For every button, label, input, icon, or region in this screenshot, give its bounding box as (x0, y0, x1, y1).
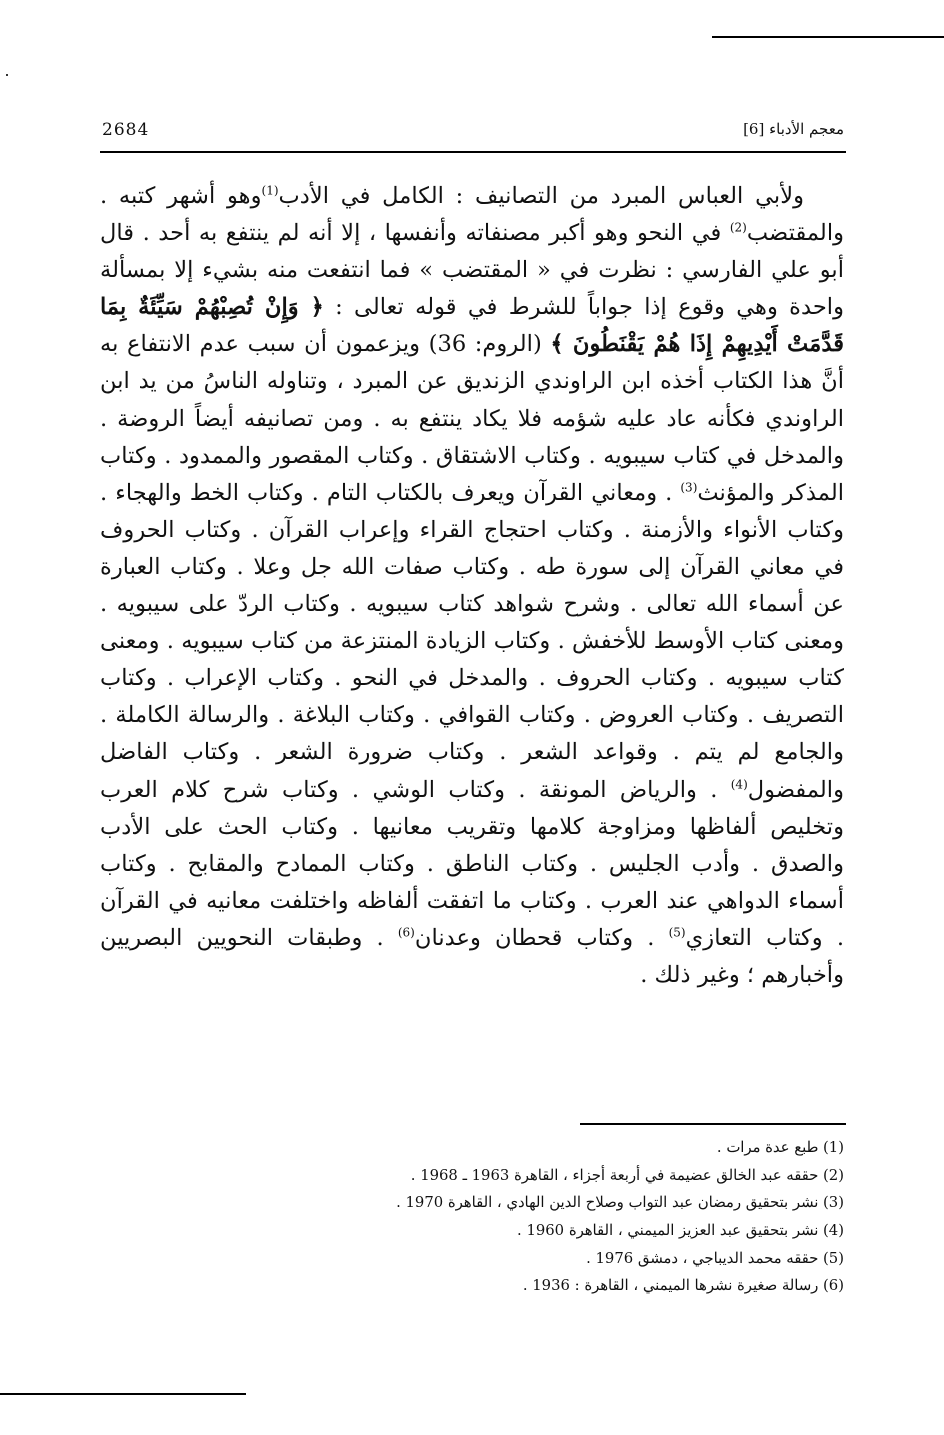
footnote: (3) نشر بتحقيق رمضان عبد التواب وصلاح الدين الهادي ، القاهرة 1970 . (396, 1194, 844, 1212)
footnote-ref-1: (1) (261, 183, 279, 198)
footnote: (2) حققه عبد الخالق عضيمة في أربعة أجزاء ، القاهرة 1963 ـ 1968 . (410, 1166, 844, 1184)
scan-speck (6, 74, 8, 76)
body-paragraph (100, 178, 844, 994)
body-segment: . ومعاني القرآن ويعرف بالكتاب التام . وكتاب الخط والهجاء . وكتاب الأنواء والأزمنة . وكتاب احتجاج القراء وإعراب القرآن . وكتاب الحروف في معاني القرآن إلى سورة طه . وكتاب صفات الله جل وعلا . وكتاب العبارة عن أسماء الله تعالى . وشرح شواهد كتاب سيبويه . وكتاب الردّ على سيبويه . ومعنى كتاب الأوسط للأخفش . وكتاب الزيادة المنتزعة من كتاب سيبويه . ومعنى كتاب سيبويه . وكتاب الحروف . والمدخل في النحو . وكتاب الإعراب . وكتاب التصريف . وكتاب العروض . وكتاب القوافي . وكتاب البلاغة . والرسالة الكاملة . والجامع لم يتم . وقواعد الشعر . وكتاب ضرورة الشعر . وكتاب الفاضل والمفضول (100, 479, 844, 803)
header-rule (100, 151, 846, 153)
body-segment: . والرياض المونقة . وكتاب الوشي . وكتاب شرح كلام العرب وتخليص ألفاظها ومزاوجة كلامها وتقريب معانيها . وكتاب الحث على الأدب والصدق . وأدب الجليس . وكتاب الناطق . وكتاب الممادح والمقابح . وكتاب أسماء الدواهي عند العرب . وكتاب ما اتفقت ألفاظه واختلفت معانيه في القرآن . وكتاب التعازي (100, 776, 845, 951)
bottom-edge-rule (0, 1393, 246, 1395)
footnote: (6) رسالة صغيرة نشرها الميمني ، القاهرة : 1936 . (522, 1277, 844, 1295)
footnote-ref-5: (5) (668, 925, 686, 940)
footnote-ref-6: (6) (397, 925, 415, 940)
quran-verse: ﴿ وَإِنْ تُصِبْهُمْ سَيِّئَةٌ بِمَا قَدَّمَتْ أَيْدِيهِمْ إِذَا هُمْ يَقْنَطُونَ ﴾ (100, 294, 844, 358)
running-title: معجم الأدباء [6] (743, 120, 844, 138)
footnote-ref-3: (3) (680, 480, 698, 495)
footnote: (4) نشر بتحقيق عبد العزيز الميمني ، القاهرة 1960 . (517, 1222, 844, 1240)
footnote-separator (580, 1123, 846, 1125)
footnote: (5) حققه محمد الديباجي ، دمشق 1976 . (586, 1249, 844, 1267)
page-number: 2684 (102, 120, 150, 140)
top-edge-rule (712, 36, 944, 38)
body-text (100, 178, 844, 994)
body-segment: ولأبي العباس المبرد من التصانيف : الكامل في الأدب (278, 183, 804, 209)
footnotes (300, 1134, 844, 1300)
footnote-ref-2: (2) (729, 220, 747, 235)
quran-reference: (الروم: 36) (420, 331, 551, 358)
page-header (100, 120, 844, 148)
body-segment: في النحو وهو أكبر مصنفاته وأنفسها ، إلا أنه لم ينتفع به أحد . قال أبو علي الفارسي : نظرت في « المقتضب » فما انتفعت منه بشيء إلا بمسألة واحدة وهي وقوع إذا جواباً للشرط في قوله تعالى : (100, 220, 844, 321)
footnote: (1) طبع عدة مرات . (716, 1139, 844, 1156)
body-segment: ويزعمون أن سبب عدم الانتفاع به أنَّ هذا الكتاب أخذه ابن الراوندي الزنديق عن المبرد ، وتناوله الناسُ من يد ابن الراوندي فكأنه عاد عليه شؤمه فلا يكاد ينتفع به . ومن تصانيفه أيضاً الروضة . والمدخل في كتاب سيبويه . وكتاب الاشتقاق . وكتاب المقصور والممدود . وكتاب المذكر والمؤنث (100, 331, 844, 506)
footnote-ref-4: (4) (730, 776, 748, 791)
body-segment: . وكتاب قحطان وعدنان (414, 924, 669, 951)
body-segment: وهو أشهر كتبه . والمقتضب (100, 183, 845, 247)
body-segment: . وطبقات النحويين البصريين وأخبارهم ؛ وغير ذلك . (100, 924, 844, 988)
